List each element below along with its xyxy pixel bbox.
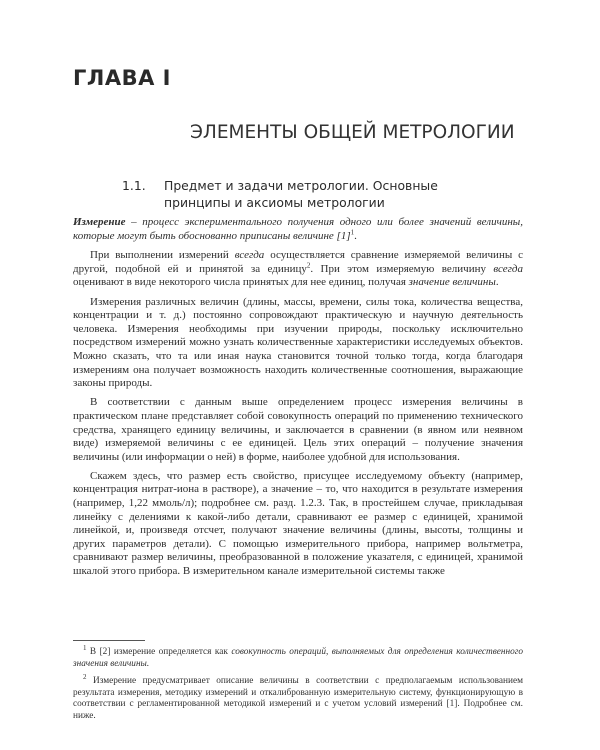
p1-emphasis-value: значение величины: [408, 276, 496, 289]
p1-text-h: .: [495, 276, 499, 289]
p1-text-f: оценивают в виде некоторого числа принятых для нее единиц, получая: [73, 276, 409, 289]
footnote-2: [73, 673, 523, 722]
body-text: [73, 216, 523, 584]
p1-emphasis-always-2: всегда: [493, 262, 523, 275]
footnote-2-mark: 2: [83, 673, 87, 682]
section-number: 1.1.: [122, 178, 146, 193]
paragraph-1: [73, 249, 523, 290]
p1-text-d: . При этом измеряемую величину: [310, 262, 494, 275]
paragraph-4: Скажем здесь, что размер есть свойство, присущее исследуемому объекту (например, концентрация нитрат-иона в растворе), а значение – то, что находится в результате измерения (например, 1,22 ммоль/л); подробнее см. разд. 1.2.3. Так, в простейшем случае, прикладывая линейку с делениями к какой-либо детали, сравнивают ее размер с единицей, хранимой линейкой, и, произведя отсчет, получают значение величины (длины, высоты, толщины и других параметров детали). С помощью измерительного прибора, например вольтметра, сравнивают размер величины, преобразованной в положение указателя, с единицей, хранимой шкалой этого прибора. В измерительном канале измерительной системы также: [73, 469, 523, 578]
footnote-2-text: Измерение предусматривает описание величины в соответствии с предполагаемым использованием результата измерения, методику измерений и откалиброванную измерительную систему, функционирующую в соответствии с регламентированной методикой измерений и с учетом условий измерений [1]. Подробнее см. ниже.: [73, 676, 523, 721]
definition-text: – процесс экспериментального получения одного или более значений величины, которые могут быть обоснованно приписаны величине [1]: [73, 216, 523, 242]
section-heading: [122, 177, 522, 211]
footnote-1-emphasis: совокупность операций, выполняемых для определения количественного значения величины.: [73, 647, 523, 669]
p1-text-c: осуществляется сравнение измеряемой величины с другой, подобной ей и принятой за единицу: [73, 249, 523, 275]
definition-paragraph: [73, 216, 523, 243]
p1-emphasis-always-1: всегда: [234, 249, 265, 262]
footnote-1: [73, 643, 523, 670]
footnote-1-text: В [2] измерение определяется как: [86, 647, 232, 657]
footnote-divider: [73, 640, 145, 641]
footnote-ref-1: 1: [350, 227, 355, 236]
section-title-line-2: принципы и аксиомы метрологии: [164, 195, 385, 210]
paragraph-2: Измерения различных величин (длины, массы, времени, силы тока, количества вещества, концентрации и т. д.) постоянно сопровождают практическую и научную деятельность человека. Измерения необходимы при изучении природы, поскольку исключительно посредством измерений можно узнать количественные характеристики исследуемых объектов. Можно сказать, что та или иная наука становится точной только тогда, когда благодаря измерениям она получает возможность находить количественные соотношения, выражающие законы природы.: [73, 295, 523, 390]
paragraph-3: В соответствии с данным выше определением процесс измерения величины в практическом плане представляет собой совокупность операций по применению технического средства, хранящего единицу величины, и заключается в сравнении (в явном или неявном виде) измеряемой величины с ее единицей. Цель этих операций – получение значения величины (или информации о ней) в форме, наиболее удобной для использования.: [73, 396, 523, 463]
p1-text-a: При выполнении измерений: [90, 249, 235, 262]
definition-term: Измерение: [73, 216, 126, 228]
footnote-ref-2: 2: [306, 261, 311, 270]
chapter-title: ЭЛЕМЕНТЫ ОБЩЕЙ МЕТРОЛОГИИ: [190, 122, 515, 143]
footnote-1-mark: 1: [83, 643, 87, 652]
section-title-line-1: Предмет и задачи метрологии. Основные: [164, 178, 438, 193]
chapter-heading: ГЛАВА I: [73, 66, 171, 90]
definition-end: .: [354, 229, 357, 242]
footnotes: [73, 643, 523, 729]
